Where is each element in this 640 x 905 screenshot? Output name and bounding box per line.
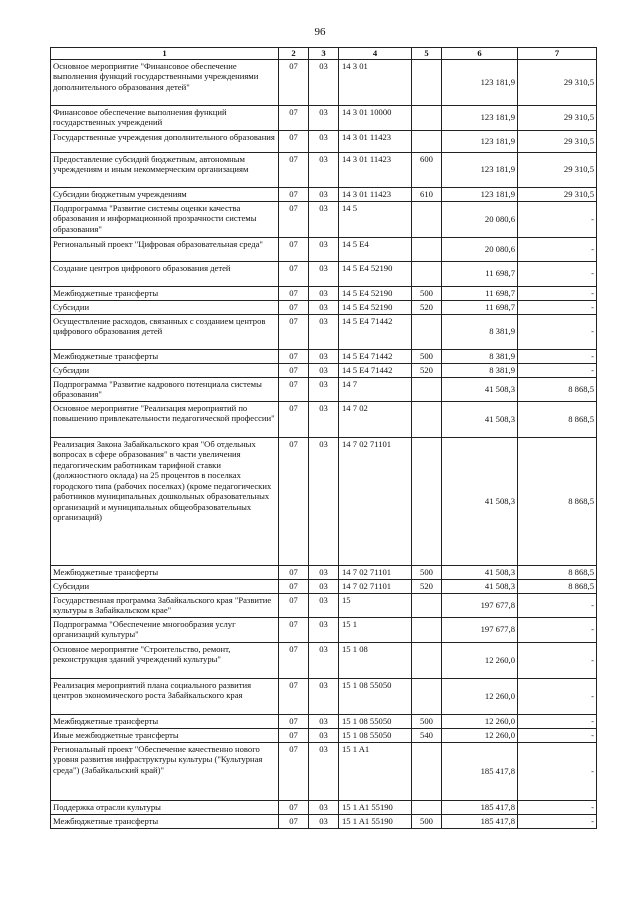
- cell-subsection: 03: [309, 363, 339, 377]
- cell-amount-federal: -: [518, 300, 597, 314]
- cell-target-code: 14 7 02 71101: [339, 437, 412, 565]
- cell-subsection: 03: [309, 286, 339, 300]
- cell-target-code: 15 1 A1: [339, 742, 412, 800]
- cell-name: Подпрограмма "Развитие кадрового потенциала системы образования": [51, 377, 279, 401]
- cell-subsection: 03: [309, 800, 339, 814]
- cell-amount: 20 080,6: [442, 237, 518, 261]
- cell-section: 07: [279, 642, 309, 678]
- cell-name: Создание центров цифрового образования детей: [51, 261, 279, 286]
- cell-name: Основное мероприятие "Реализация мероприятий по повышению привлекательности педагогической профессии": [51, 401, 279, 437]
- cell-expense-type: [412, 678, 442, 714]
- cell-target-code: 14 5 E4: [339, 237, 412, 261]
- cell-target-code: 15 1 08: [339, 642, 412, 678]
- cell-section: 07: [279, 187, 309, 201]
- cell-subsection: 03: [309, 565, 339, 579]
- cell-amount: 41 508,3: [442, 579, 518, 593]
- cell-amount-federal: -: [518, 728, 597, 742]
- cell-expense-type: [412, 800, 442, 814]
- cell-section: 07: [279, 286, 309, 300]
- cell-amount: 185 417,8: [442, 814, 518, 828]
- cell-amount: 8 381,9: [442, 363, 518, 377]
- cell-subsection: 03: [309, 579, 339, 593]
- cell-subsection: 03: [309, 261, 339, 286]
- cell-expense-type: 520: [412, 579, 442, 593]
- cell-subsection: 03: [309, 437, 339, 565]
- table-row: [51, 300, 597, 314]
- table-row: [51, 349, 597, 363]
- cell-amount-federal: -: [518, 814, 597, 828]
- cell-expense-type: 500: [412, 565, 442, 579]
- cell-amount: 20 080,6: [442, 201, 518, 237]
- cell-target-code: 14 3 01 11423: [339, 187, 412, 201]
- cell-expense-type: [412, 742, 442, 800]
- cell-target-code: 14 7 02 71101: [339, 565, 412, 579]
- cell-target-code: 14 5 E4 52190: [339, 300, 412, 314]
- cell-amount-federal: -: [518, 201, 597, 237]
- table-row: [51, 261, 597, 286]
- cell-expense-type: 520: [412, 300, 442, 314]
- cell-section: 07: [279, 261, 309, 286]
- cell-subsection: 03: [309, 617, 339, 642]
- table-row: [51, 742, 597, 800]
- cell-expense-type: [412, 130, 442, 152]
- cell-amount-federal: 29 310,5: [518, 130, 597, 152]
- cell-name: Осуществление расходов, связанных с созданием центров цифрового образования детей: [51, 314, 279, 349]
- cell-target-code: 14 3 01 11423: [339, 130, 412, 152]
- cell-expense-type: [412, 59, 442, 105]
- header-col-4: 4: [339, 48, 412, 60]
- cell-section: 07: [279, 363, 309, 377]
- cell-amount: 12 260,0: [442, 678, 518, 714]
- cell-name: Государственные учреждения дополнительного образования: [51, 130, 279, 152]
- cell-expense-type: 500: [412, 286, 442, 300]
- table-row: [51, 800, 597, 814]
- cell-target-code: 14 5 E4 71442: [339, 314, 412, 349]
- cell-expense-type: 500: [412, 814, 442, 828]
- cell-amount: 12 260,0: [442, 728, 518, 742]
- cell-name: Реализация мероприятий плана социального развития центров экономического роста Забайкальского края: [51, 678, 279, 714]
- cell-name: Субсидии: [51, 363, 279, 377]
- cell-section: 07: [279, 152, 309, 187]
- cell-subsection: 03: [309, 742, 339, 800]
- cell-amount-federal: 29 310,5: [518, 187, 597, 201]
- cell-section: 07: [279, 300, 309, 314]
- cell-expense-type: [412, 593, 442, 617]
- cell-name: Подпрограмма "Обеспечение многообразия услуг организаций культуры": [51, 617, 279, 642]
- header-col-5: 5: [412, 48, 442, 60]
- cell-amount-federal: 8 868,5: [518, 565, 597, 579]
- table-row: [51, 377, 597, 401]
- cell-section: 07: [279, 800, 309, 814]
- cell-section: 07: [279, 59, 309, 105]
- table-row: [51, 678, 597, 714]
- cell-target-code: 15: [339, 593, 412, 617]
- cell-expense-type: 500: [412, 714, 442, 728]
- cell-target-code: 14 5 E4 71442: [339, 349, 412, 363]
- table-row: [51, 201, 597, 237]
- cell-subsection: 03: [309, 105, 339, 130]
- budget-table: [50, 47, 597, 829]
- cell-name: Межбюджетные трансферты: [51, 714, 279, 728]
- cell-target-code: 14 5 E4 52190: [339, 286, 412, 300]
- table-row: [51, 152, 597, 187]
- cell-expense-type: [412, 437, 442, 565]
- cell-amount: 123 181,9: [442, 187, 518, 201]
- cell-section: 07: [279, 314, 309, 349]
- cell-subsection: 03: [309, 728, 339, 742]
- page-number: 96: [314, 26, 326, 38]
- table-row: [51, 642, 597, 678]
- cell-section: 07: [279, 565, 309, 579]
- cell-section: 07: [279, 377, 309, 401]
- cell-expense-type: 520: [412, 363, 442, 377]
- table-row: [51, 728, 597, 742]
- cell-subsection: 03: [309, 377, 339, 401]
- cell-amount-federal: -: [518, 363, 597, 377]
- cell-name: Основное мероприятие "Строительство, ремонт, реконструкция зданий учреждений культуры": [51, 642, 279, 678]
- cell-amount: 123 181,9: [442, 152, 518, 187]
- cell-name: Иные межбюджетные трансферты: [51, 728, 279, 742]
- cell-section: 07: [279, 617, 309, 642]
- cell-subsection: 03: [309, 187, 339, 201]
- cell-name: Финансовое обеспечение выполнения функций государственных учреждений: [51, 105, 279, 130]
- table-row: [51, 105, 597, 130]
- cell-section: 07: [279, 401, 309, 437]
- cell-section: 07: [279, 437, 309, 565]
- cell-target-code: 15 1 08 55050: [339, 728, 412, 742]
- cell-amount-federal: 29 310,5: [518, 152, 597, 187]
- cell-amount: 185 417,8: [442, 800, 518, 814]
- cell-expense-type: [412, 105, 442, 130]
- cell-section: 07: [279, 728, 309, 742]
- cell-amount-federal: -: [518, 314, 597, 349]
- table-body: [51, 59, 597, 828]
- table-header-row: [51, 48, 597, 60]
- cell-target-code: 15 1 A1 55190: [339, 800, 412, 814]
- cell-section: 07: [279, 201, 309, 237]
- table-row: [51, 314, 597, 349]
- cell-amount: 8 381,9: [442, 314, 518, 349]
- cell-name: Подпрограмма "Развитие системы оценки качества образования и информационной прозрачности системы образования": [51, 201, 279, 237]
- cell-amount-federal: 8 868,5: [518, 401, 597, 437]
- table-row: [51, 286, 597, 300]
- cell-amount-federal: -: [518, 261, 597, 286]
- table-row: [51, 714, 597, 728]
- cell-name: Межбюджетные трансферты: [51, 286, 279, 300]
- cell-subsection: 03: [309, 349, 339, 363]
- cell-amount: 123 181,9: [442, 105, 518, 130]
- cell-amount-federal: 29 310,5: [518, 59, 597, 105]
- cell-amount-federal: -: [518, 286, 597, 300]
- cell-target-code: 14 5 E4 52190: [339, 261, 412, 286]
- cell-target-code: 14 3 01 10000: [339, 105, 412, 130]
- table-row: [51, 593, 597, 617]
- table-row: [51, 363, 597, 377]
- table-row: [51, 59, 597, 105]
- cell-amount-federal: -: [518, 593, 597, 617]
- cell-amount: 11 698,7: [442, 286, 518, 300]
- cell-target-code: 14 7 02: [339, 401, 412, 437]
- cell-target-code: 15 1 08 55050: [339, 678, 412, 714]
- cell-amount-federal: 8 868,5: [518, 377, 597, 401]
- cell-name: Основное мероприятие "Финансовое обеспечение выполнения функций государственными учреждениями дополнительного образования детей": [51, 59, 279, 105]
- cell-expense-type: [412, 642, 442, 678]
- cell-expense-type: [412, 237, 442, 261]
- cell-expense-type: [412, 401, 442, 437]
- cell-subsection: 03: [309, 814, 339, 828]
- cell-expense-type: [412, 617, 442, 642]
- cell-section: 07: [279, 678, 309, 714]
- cell-amount: 8 381,9: [442, 349, 518, 363]
- cell-amount: 123 181,9: [442, 59, 518, 105]
- cell-section: 07: [279, 349, 309, 363]
- cell-expense-type: [412, 314, 442, 349]
- cell-subsection: 03: [309, 314, 339, 349]
- cell-target-code: 14 5 E4 71442: [339, 363, 412, 377]
- cell-section: 07: [279, 814, 309, 828]
- cell-expense-type: [412, 261, 442, 286]
- cell-amount: 41 508,3: [442, 401, 518, 437]
- table-row: [51, 237, 597, 261]
- header-col-7: 7: [518, 48, 597, 60]
- cell-target-code: 14 7: [339, 377, 412, 401]
- cell-subsection: 03: [309, 401, 339, 437]
- cell-expense-type: 540: [412, 728, 442, 742]
- cell-subsection: 03: [309, 237, 339, 261]
- cell-target-code: 15 1 08 55050: [339, 714, 412, 728]
- cell-amount-federal: -: [518, 800, 597, 814]
- cell-expense-type: 500: [412, 349, 442, 363]
- cell-section: 07: [279, 714, 309, 728]
- cell-name: Субсидии бюджетным учреждениям: [51, 187, 279, 201]
- cell-expense-type: 610: [412, 187, 442, 201]
- cell-amount-federal: 29 310,5: [518, 105, 597, 130]
- cell-subsection: 03: [309, 678, 339, 714]
- cell-amount: 11 698,7: [442, 261, 518, 286]
- cell-subsection: 03: [309, 59, 339, 105]
- table-row: [51, 130, 597, 152]
- cell-section: 07: [279, 105, 309, 130]
- cell-target-code: 14 3 01 11423: [339, 152, 412, 187]
- cell-amount: 41 508,3: [442, 377, 518, 401]
- cell-subsection: 03: [309, 130, 339, 152]
- cell-name: Реализация Закона Забайкальского края "Об отдельных вопросах в сфере образования" в части увеличения педагогическим работникам тарифной ставки (должностного оклада) на 25 процентов в поселках городского типа (рабочих поселках) (кроме педагогических работников муниципальных дошкольных образовательных организаций и муниципальных общеобразовательных организаций): [51, 437, 279, 565]
- table-row: [51, 579, 597, 593]
- cell-target-code: 14 5: [339, 201, 412, 237]
- cell-name: Субсидии: [51, 579, 279, 593]
- table-row: [51, 437, 597, 565]
- cell-section: 07: [279, 593, 309, 617]
- cell-amount-federal: 8 868,5: [518, 437, 597, 565]
- cell-name: Предоставление субсидий бюджетным, автономным учреждениям и иным некоммерческим организациям: [51, 152, 279, 187]
- cell-amount: 185 417,8: [442, 742, 518, 800]
- cell-target-code: 14 7 02 71101: [339, 579, 412, 593]
- cell-name: Региональный проект "Цифровая образовательная среда": [51, 237, 279, 261]
- cell-subsection: 03: [309, 300, 339, 314]
- header-col-6: 6: [442, 48, 518, 60]
- cell-name: Межбюджетные трансферты: [51, 565, 279, 579]
- cell-expense-type: [412, 377, 442, 401]
- cell-amount: 41 508,3: [442, 565, 518, 579]
- cell-subsection: 03: [309, 714, 339, 728]
- header-col-3: 3: [309, 48, 339, 60]
- cell-section: 07: [279, 579, 309, 593]
- table-row: [51, 814, 597, 828]
- header-col-1: 1: [51, 48, 279, 60]
- cell-section: 07: [279, 237, 309, 261]
- cell-amount: 41 508,3: [442, 437, 518, 565]
- table-row: [51, 565, 597, 579]
- cell-amount-federal: 8 868,5: [518, 579, 597, 593]
- table-row: [51, 617, 597, 642]
- cell-amount-federal: -: [518, 237, 597, 261]
- cell-amount-federal: -: [518, 742, 597, 800]
- cell-name: Межбюджетные трансферты: [51, 814, 279, 828]
- cell-subsection: 03: [309, 152, 339, 187]
- cell-section: 07: [279, 130, 309, 152]
- cell-amount-federal: -: [518, 678, 597, 714]
- cell-subsection: 03: [309, 201, 339, 237]
- cell-amount-federal: -: [518, 617, 597, 642]
- cell-amount-federal: -: [518, 349, 597, 363]
- cell-amount: 197 677,8: [442, 593, 518, 617]
- cell-amount: 197 677,8: [442, 617, 518, 642]
- cell-target-code: 14 3 01: [339, 59, 412, 105]
- cell-amount: 12 260,0: [442, 642, 518, 678]
- header-col-2: 2: [279, 48, 309, 60]
- cell-target-code: 15 1: [339, 617, 412, 642]
- table-row: [51, 187, 597, 201]
- cell-expense-type: 600: [412, 152, 442, 187]
- cell-target-code: 15 1 A1 55190: [339, 814, 412, 828]
- cell-amount-federal: -: [518, 642, 597, 678]
- cell-name: Поддержка отрасли культуры: [51, 800, 279, 814]
- cell-name: Межбюджетные трансферты: [51, 349, 279, 363]
- cell-expense-type: [412, 201, 442, 237]
- cell-amount-federal: -: [518, 714, 597, 728]
- cell-amount: 123 181,9: [442, 130, 518, 152]
- cell-name: Государственная программа Забайкальского края "Развитие культуры в Забайкальском крае": [51, 593, 279, 617]
- cell-amount: 11 698,7: [442, 300, 518, 314]
- cell-section: 07: [279, 742, 309, 800]
- cell-name: Субсидии: [51, 300, 279, 314]
- cell-amount: 12 260,0: [442, 714, 518, 728]
- table-row: [51, 401, 597, 437]
- cell-subsection: 03: [309, 642, 339, 678]
- cell-name: Региональный проект "Обеспечение качественно нового уровня развития инфраструктуры культуры ("Культурная среда") (Забайкальский край)": [51, 742, 279, 800]
- cell-subsection: 03: [309, 593, 339, 617]
